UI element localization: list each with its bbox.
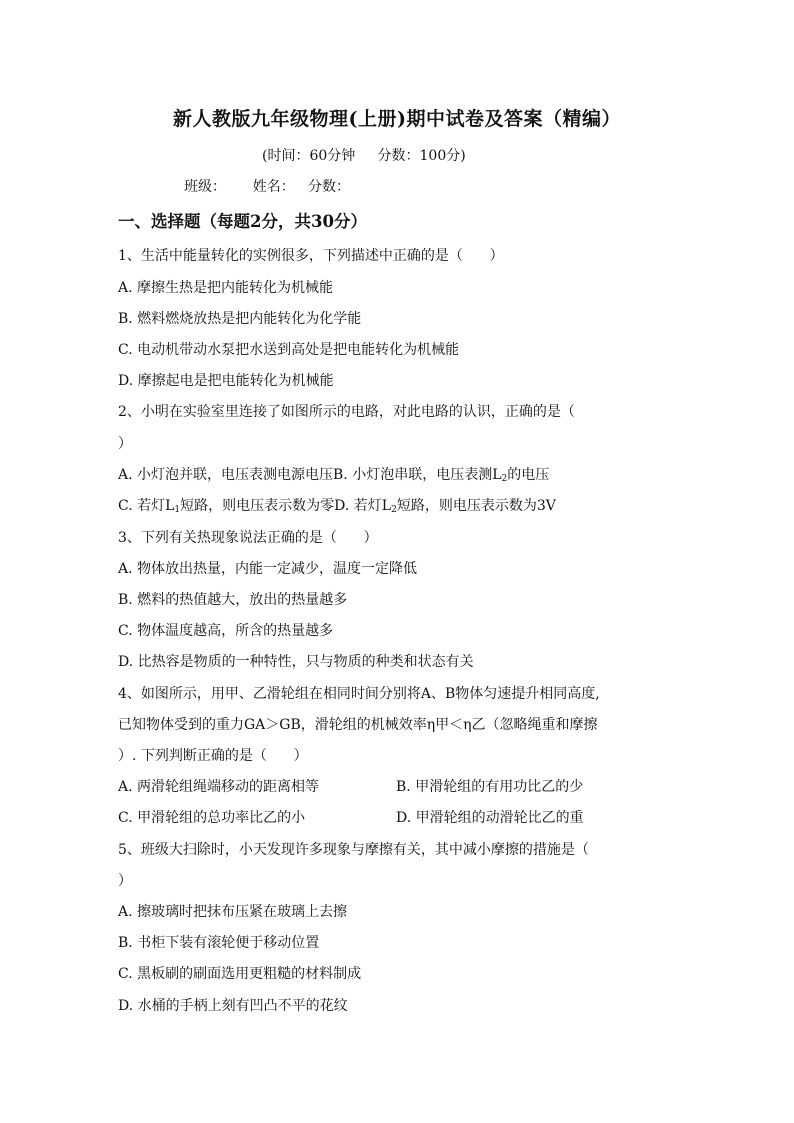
q2-option-cd-text: C. 若灯L <box>118 498 175 514</box>
q1-option-c: C. 电动机带动水泵把水送到高处是把电能转化为机械能 <box>118 342 460 358</box>
q3-option-d: D. 比热容是物质的一种特性，只与物质的种类和状态有关 <box>118 654 474 670</box>
q2-option-ab <box>118 465 549 489</box>
q4-option-c: C. 甲滑轮组的总功率比乙的小 <box>118 810 306 826</box>
q4-option-d: D. 甲滑轮组的动滑轮比乙的重 <box>396 810 584 826</box>
section-heading-choice: 一、选择题（每题2分，共30分） <box>118 212 367 231</box>
q2-option-ab-text: A. 小灯泡并联，电压表测电源电压B. 小灯泡串联，电压表测L <box>118 467 502 483</box>
q4-stem-line1: 4、如图所示，用甲、乙滑轮组在相同时间分别将A、B物体匀速提升相同高度, <box>118 686 600 702</box>
q5-option-b: B. 书柜下装有滚轮便于移动位置 <box>118 935 320 951</box>
q1-stem: 1、生活中能量转化的实例很多，下列描述中正确的是（ ） <box>118 248 504 264</box>
q3-stem: 3、下列有关热现象说法正确的是（ ） <box>118 530 378 546</box>
q2-subscript-1: 1 <box>174 505 181 515</box>
q2-stem-line1: 2、小明在实验室里连接了如图所示的电路，对此电路的认识，正确的是（ <box>118 404 575 420</box>
q3-option-a: A. 物体放出热量，内能一定减少，温度一定降低 <box>118 561 418 577</box>
q5-option-c: C. 黑板刷的刷面选用更粗糙的材料制成 <box>118 966 362 982</box>
q2-option-ab-tail: 的电压 <box>507 467 550 483</box>
q2-option-cd-mid: 短路，则电压表示数为零D. 若灯L <box>180 498 392 514</box>
q5-stem-line2: ） <box>118 873 132 889</box>
q4-stem-line2: 已知物体受到的重力GA＞GB，滑轮组的机械效率η甲＜η乙（忽略绳重和摩擦 <box>118 717 598 733</box>
q2-stem-line2: ） <box>118 436 132 452</box>
q2-option-cd-tail: 短路，则电压表示数为3V <box>396 498 556 514</box>
q5-option-a: A. 擦玻璃时把抹布压紧在玻璃上去擦 <box>118 904 348 920</box>
q2-subscript: 2 <box>501 474 508 484</box>
q1-option-d: D. 摩擦起电是把电能转化为机械能 <box>118 373 334 389</box>
student-info-line: 班级： 姓名： 分数： <box>184 179 351 195</box>
q1-option-a: A. 摩擦生热是把内能转化为机械能 <box>118 280 334 296</box>
q4-option-a: A. 两滑轮组绳端移动的距离相等 <box>118 779 320 795</box>
q3-option-b: B. 燃料的热值越大，放出的热量越多 <box>118 592 348 608</box>
q1-option-b: B. 燃料燃烧放热是把内能转化为化学能 <box>118 311 362 327</box>
exam-time-score: (时间：60分钟 分数：100分) <box>262 148 466 164</box>
q5-stem-line1: 5、班级大扫除时，小天发现许多现象与摩擦有关，其中减小摩擦的措施是（ <box>118 842 589 858</box>
q3-option-c: C. 物体温度越高，所含的热量越多 <box>118 623 334 639</box>
q4-option-b: B. 甲滑轮组的有用功比乙的少 <box>396 779 584 795</box>
q2-subscript-2: 2 <box>391 505 397 515</box>
q5-option-d: D. 水桶的手柄上刻有凹凸不平的花纹 <box>118 998 348 1014</box>
q4-stem-line3: ）. 下列判断正确的是（ ） <box>118 748 308 764</box>
page-title: 新人教版九年级物理(上册)期中试卷及答案（精编） <box>173 108 621 130</box>
q2-option-cd <box>118 496 556 520</box>
